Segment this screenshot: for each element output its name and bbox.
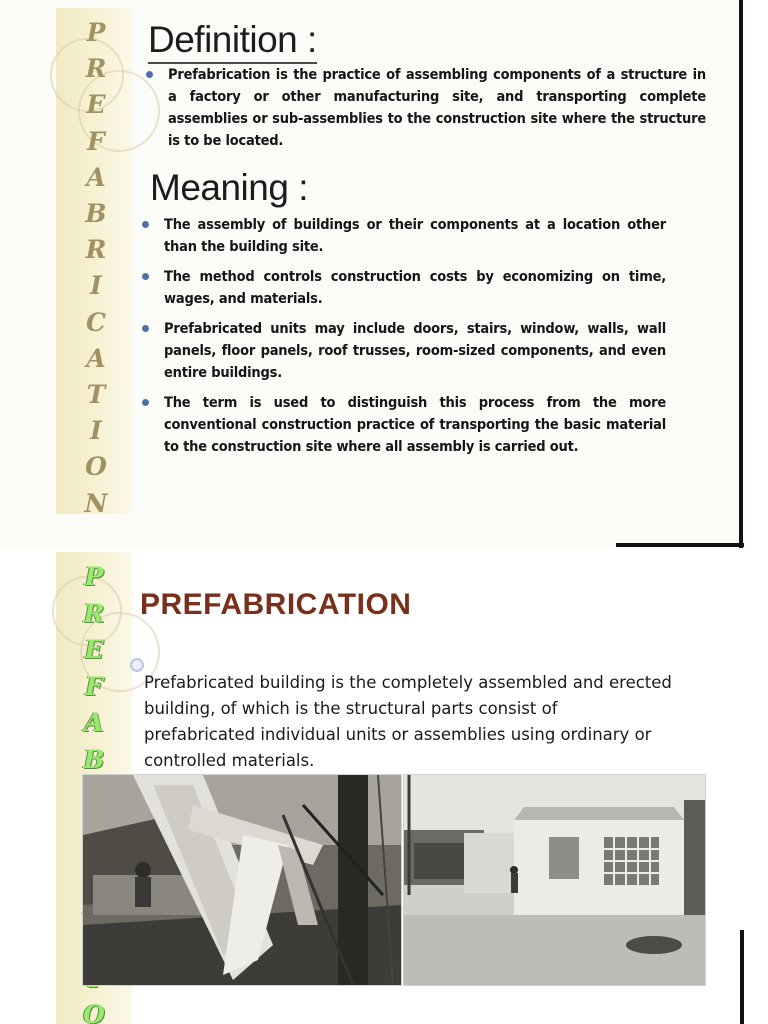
bullet-text: Prefabricated units may include doors, stairs, window, walls, wall panels, floor panels, roof trusses, room-sized components, and even entire buildings. [164, 321, 666, 381]
bullet-text: Prefabrication is the practice of assembling components of a structure in a factory or other manufacturing site, and transporting complete assemblies or sub-assemblies to the construction site where the structure is to be located. [168, 67, 706, 149]
strip-letter: I [90, 271, 102, 301]
strip-letter: O [85, 452, 107, 482]
definition-list [146, 64, 706, 152]
strip-letter: R [85, 54, 107, 84]
strip-letter: C [86, 307, 106, 337]
bullet-dot-icon [142, 273, 149, 280]
bullet-dot-icon [146, 71, 153, 78]
strip-letter: I [90, 416, 102, 446]
strip-letter: E [84, 635, 104, 664]
bullet-item [142, 392, 666, 458]
bullet-text: The assembly of buildings or their components at a location other than the building site. [164, 217, 666, 255]
strip-letter: B [85, 199, 107, 228]
strip-letter: P [86, 18, 106, 47]
strip-letter: N [84, 488, 108, 518]
scan-edge-line [739, 0, 743, 548]
bullet-item [146, 64, 706, 152]
strip-letter: A [86, 343, 106, 373]
bullet-dot-icon [142, 399, 149, 406]
strip-letter: T [86, 380, 106, 409]
bullet-circle-icon [130, 658, 144, 672]
prefab-paragraph: Prefabricated building is the completely assembled and erected building, of which is the structural parts consist of prefabricated individual units or assemblies using ordinary or controlled materials. [144, 673, 672, 770]
prefab-building-photo [403, 774, 706, 986]
bullet-dot-icon [142, 325, 149, 332]
slide-prefabrication [0, 552, 768, 1024]
strip-letter: B [83, 744, 105, 774]
bullet-text: The term is used to distinguish this process from the more conventional construction practice of transporting the basic material to the construction site where all assembly is carried out. [164, 395, 666, 455]
meaning-heading: Meaning : [150, 167, 308, 208]
meaning-list [142, 214, 666, 466]
strip-letter: E [86, 90, 106, 120]
bullet-text: The method controls construction costs by economizing on time, wages, and materials. [164, 269, 666, 307]
scan-edge-line [616, 543, 744, 547]
strip-letter: R [85, 235, 107, 265]
strip-letter: F [87, 126, 105, 156]
bullet-item [142, 266, 666, 310]
strip-letter: P [84, 562, 104, 591]
definition-heading: Definition : [148, 18, 317, 64]
bullet-dot-icon [142, 221, 149, 228]
strip-letter: A [84, 708, 104, 737]
strip-letter: F [85, 671, 103, 701]
strip-letter: R [83, 598, 105, 628]
construction-panel-photo [82, 774, 402, 986]
strip-letter: A [86, 162, 106, 192]
vertical-title-strip [56, 8, 132, 518]
scan-edge-line [740, 930, 744, 1024]
strip-letter: O [83, 1000, 105, 1024]
bullet-item [142, 318, 666, 384]
bullet-item [142, 214, 666, 258]
slide-title: PREFABRICATION [140, 588, 412, 621]
